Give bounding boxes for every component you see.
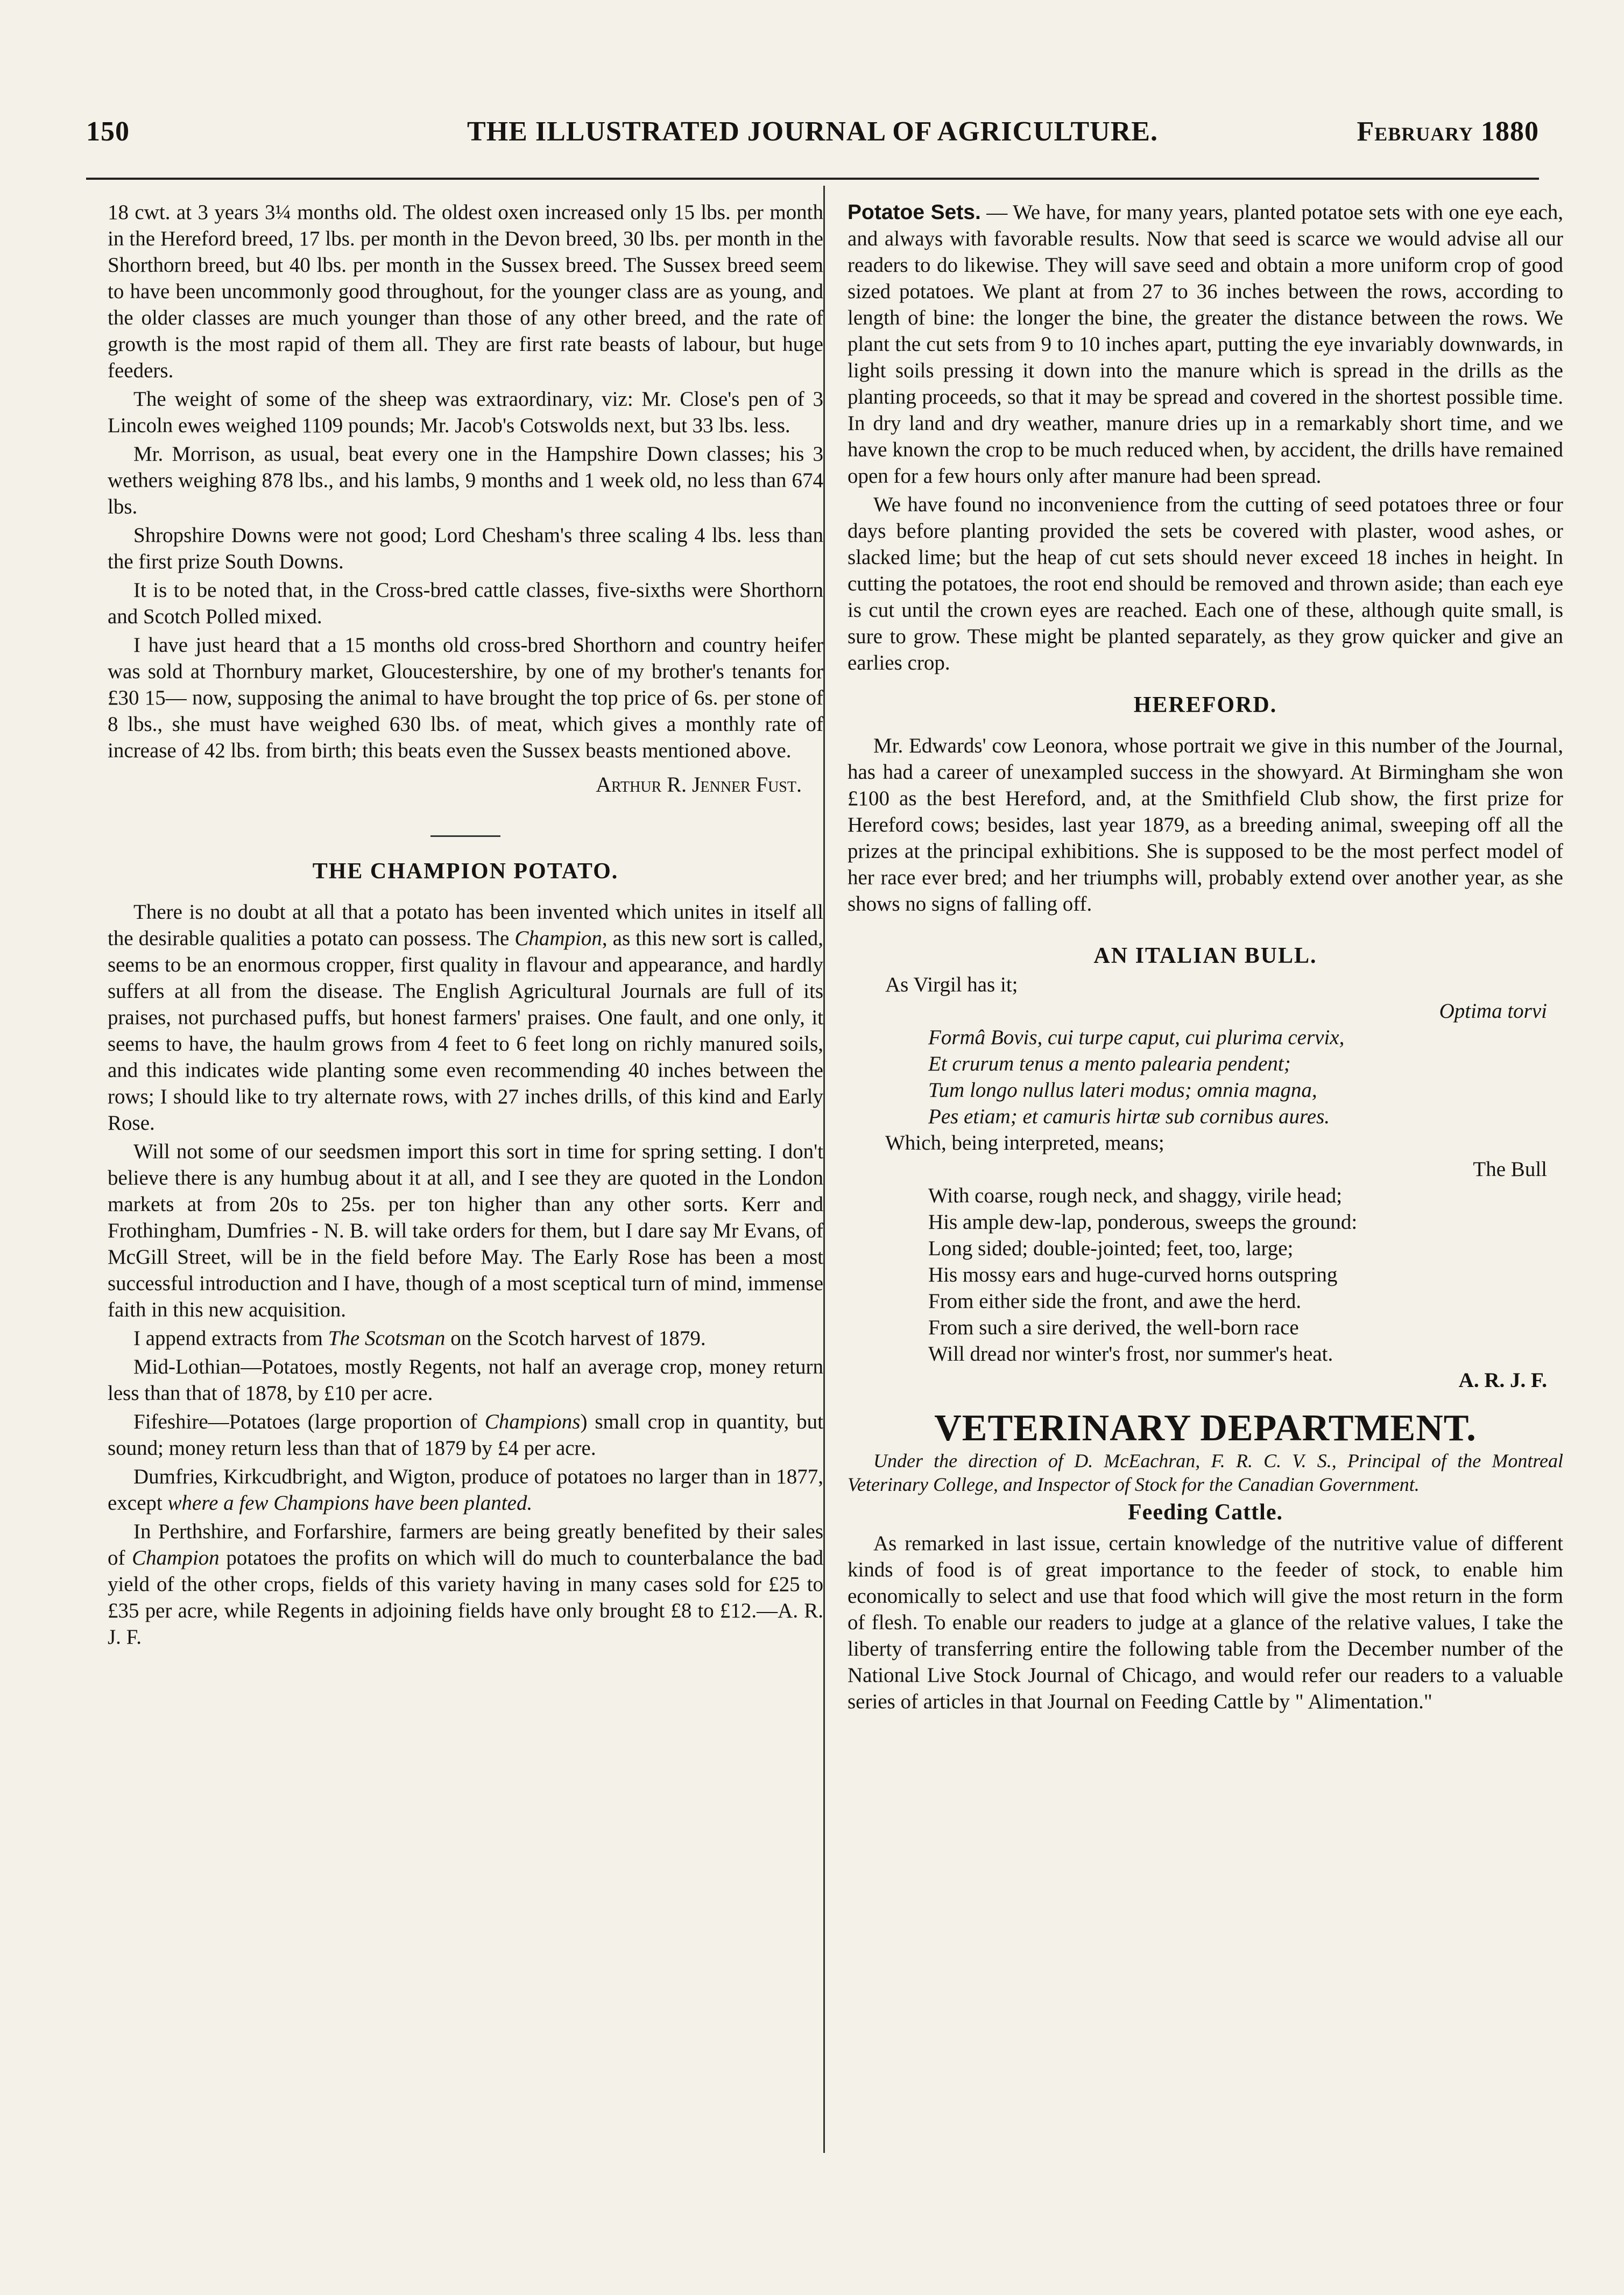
paragraph: Shropshire Downs were not good; Lord Chesham's three scaling 4 lbs. less than the first prize South Downs. [108, 524, 823, 573]
italic-text: Champion [514, 927, 602, 950]
department-credit: Under the direction of D. McEachran, F. R. C. V. S., Principal of the Montreal Veterinary College, and Inspector of Stock for the Canadian Government. [848, 1450, 1563, 1495]
page-number: 150 [86, 116, 130, 147]
text-run: — We have, for many years, planted potatoe sets with one eye each, and always with favorable results. Now that seed is scarce we would advise all our readers to do likewise. They will save seed and obtain a more uniform crop of good sized potatoes. We plant at from 27 to 36 inches between the rows, according to length of bine: the longer the bine, the greater the distance between the rows. We plant the cut sets from 9 to 10 inches apart, putting the eye invariably downwards, in light soils pressing it down into the manure which is spread in the drills as the planting proceeds, so that it may be spread and covered in the shortest possible time. In dry land and dry weather, manure dries up in a remarkably short time, and we have known the crop to be much reduced when, by accident, the drills have remained open for a few hours only after manure had been spread. [848, 201, 1563, 488]
english-line: The Bull [1473, 1158, 1547, 1181]
paragraph: 18 cwt. at 3 years 3¼ months old. The oldest oxen increased only 15 lbs. per month in the Hereford breed, 17 lbs. per month in the Devon breed, 30 lbs. per month in the Shorthorn breed, but 40 lbs. per month in the Sussex breed. The Sussex breed seem to have been uncommonly good throughout, for the younger class are as young, and the older classes are much younger than those of any other breed, and the rate of growth is the most rapid of them all. They are first rate beasts of labour, but huge feeders. [108, 201, 823, 382]
journal-title: THE ILLUSTRATED JOURNAL OF AGRICULTURE. [467, 116, 1158, 147]
column-divider [823, 186, 825, 2153]
section-heading-champion-potato: THE CHAMPION POTATO. [312, 859, 619, 884]
section-heading-hereford: HEREFORD. [1133, 693, 1277, 717]
english-line: With coarse, rough neck, and shaggy, virile head; [928, 1184, 1343, 1207]
running-header [86, 116, 1539, 153]
english-line: Long sided; double-jointed; feet, too, large; [928, 1237, 1294, 1260]
text-run: , as this new sort is called, seems to be an enormous cropper, first quality in flavour and appearance, and hardly suffers at all from the disease. The English Agricultural Journals are full of its praises, not purchased puffs, but honest farmers' praises. One fault, and one only, it seems to have, the haulm grows from 4 feet to 6 feet long on richly manured soils, and this indicates wide planting some even recommending 40 inches between the rows; I should like to try alternate rows, with 27 inches drills, of this kind and Early Rose. [108, 927, 823, 1135]
author-signature: Arthur R. Jenner Fust. [596, 772, 802, 797]
italic-text: Champions [484, 1410, 581, 1433]
latin-line: Optima torvi [1439, 999, 1547, 1023]
paragraph: The weight of some of the sheep was extraordinary, viz: Mr. Close's pen of 3 Lincoln ewes weighed 1109 pounds; Mr. Jacob's Cotswolds next, but 33 lbs. less. [108, 388, 823, 437]
paragraph: Will not some of our seedsmen import this sort in time for spring setting. I don't believe there is any humbug about it at all, and I see they are quoted in the London markets at from 20s to 25s. per ton higher than any other sorts. Kerr and Frothingham, Dumfries - N. B. will take orders for them, but I dare say Mr Evans, of McGill Street, will be in the field before May. The Early Rose has been a most successful introduction and I have, though of a most sceptical turn of mind, immense faith in this new acquisition. [108, 1140, 823, 1321]
english-line: Will dread nor winter's frost, nor summer's heat. [928, 1342, 1333, 1365]
paragraph: As remarked in last issue, certain knowledge of the nutritive value of different kinds of food is of great importance to the feeder of stock, to enable him economically to select and use that food which will give the most return in the form of flesh. To enable our readers to judge at a glance of the relative values, I take the liberty of transferring entire the following table from the December number of the National Live Stock Journal of Chicago, and would refer our readers to a valuable series of articles in that Journal on Feeding Cattle by " Alimentation." [848, 1532, 1563, 1713]
poem-signature: A. R. J. F. [1458, 1369, 1547, 1392]
latin-line: Pes etiam; et camuris hirtæ sub cornibus aures. [928, 1105, 1330, 1128]
poem-interpretation: Which, being interpreted, means; [885, 1131, 1164, 1154]
latin-line: Et crurum tenus a mento palearia pendent; [928, 1052, 1291, 1075]
latin-line: Formâ Bovis, cui turpe caput, cui plurima cervix, [928, 1026, 1345, 1049]
paragraph: We have found no inconvenience from the cutting of seed potatoes three or four days before planting provided the sets be covered with plaster, wood ashes, or slacked lime; but the heap of cut sets should never exceed 18 inches in height. In cutting the potatoes, the root end should be removed and thrown aside; than each eye is cut until the crown eyes are reached. Each one of these, although quite small, is sure to grow. These might be planted separately, as they grow quicker and give an earlies crop. [848, 493, 1563, 674]
subheading-feeding-cattle: Feeding Cattle. [1128, 1500, 1283, 1525]
paragraph [108, 1409, 823, 1461]
text-run: potatoes the profits on which will do much to counterbalance the bad yield of the other crops, fields of this variety having in many cases sold for £25 to £35 per acre, while Regents in adjoining fields have only brought £8 to £12.—A. R. J. F. [108, 1546, 823, 1649]
poem-intro: As Virgil has it; [885, 973, 1018, 996]
text-run: on the Scotch harvest of 1879. [445, 1327, 706, 1350]
paragraph: I have just heard that a 15 months old cross-bred Shorthorn and country heifer was sold at Thornbury market, Gloucestershire, by one of my brother's tenants for £30 15— now, supposing the animal to have brought the top price of 6s. per stone of 8 lbs., she must have weighed 630 lbs. of meat, which gives a monthly rate of increase of 42 lbs. from birth; this beats even the Sussex beasts mentioned above. [108, 633, 823, 762]
text-run: There is no doubt at all that a potato has been invented which unites in itself all the desirable qualities a potato can possess. The [108, 900, 823, 950]
department-heading-veterinary: VETERINARY DEPARTMENT. [934, 1407, 1477, 1449]
paragraph: Mr. Morrison, as usual, beat every one in the Hampshire Down classes; his 3 wethers weighing 878 lbs., and his lambs, 9 months and 1 week old, no less than 674 lbs. [108, 442, 823, 518]
italic-text: where a few Champions have been planted. [167, 1491, 533, 1515]
paragraph [848, 199, 1563, 489]
issue-date: February 1880 [1357, 116, 1539, 147]
paragraph: It is to be noted that, in the Cross-bred cattle classes, five-sixths were Shorthorn and Scotch Polled mixed. [108, 579, 823, 628]
text-run: ) small crop in quantity, but sound; money return less than that of 1879 by £4 per acre. [108, 1410, 823, 1460]
paragraph [108, 1463, 823, 1516]
section-divider [430, 835, 500, 837]
english-line: From such a sire derived, the well-born race [928, 1316, 1299, 1339]
right-column [848, 199, 1563, 1717]
paragraph [108, 1325, 823, 1351]
poem-block [848, 971, 1563, 1393]
text-run: Fifeshire—Potatoes (large proportion of [133, 1410, 485, 1433]
english-line: From either side the front, and awe the herd. [928, 1290, 1302, 1313]
italic-text: Champion [132, 1546, 220, 1569]
text-run: Dumfries, Kirkcudbright, and Wigton, produce of potatoes no larger than in 1877, except [108, 1465, 823, 1515]
text-run: I append extracts from [133, 1327, 328, 1350]
english-line: His mossy ears and huge-curved horns outspring [928, 1263, 1338, 1286]
paragraph [108, 1518, 823, 1650]
header-rule [86, 178, 1539, 180]
paragraph [108, 899, 823, 1136]
english-line: His ample dew-lap, ponderous, sweeps the ground: [928, 1210, 1358, 1234]
latin-line: Tum longo nullus lateri modus; omnia magna, [928, 1079, 1317, 1102]
paragraph: Mid-Lothian—Potatoes, mostly Regents, not half an average crop, money return less than that of 1878, by £10 per acre. [108, 1355, 823, 1405]
section-heading-italian-bull: AN ITALIAN BULL. [1093, 944, 1317, 968]
text-run: In Perthshire, and Forfarshire, farmers are being greatly benefited by their sales of [108, 1520, 823, 1569]
left-column [108, 199, 823, 1652]
paragraph: Mr. Edwards' cow Leonora, whose portrait we give in this number of the Journal, has had a career of unexampled success in the showyard. At Birmingham she won £100 as the best Hereford, and, at the Smithfield Club show, the first prize for Hereford cows; besides, last year 1879, as a breeding animal, sweeping off all the prizes at the principal exhibitions. She is supposed to be the most perfect model of her race ever bred; and her triumphs will, probably extend over another year, as she shows no signs of falling off. [848, 734, 1563, 916]
italic-text: The Scotsman [328, 1327, 446, 1350]
run-in-heading: Potatoe Sets. [848, 201, 981, 224]
